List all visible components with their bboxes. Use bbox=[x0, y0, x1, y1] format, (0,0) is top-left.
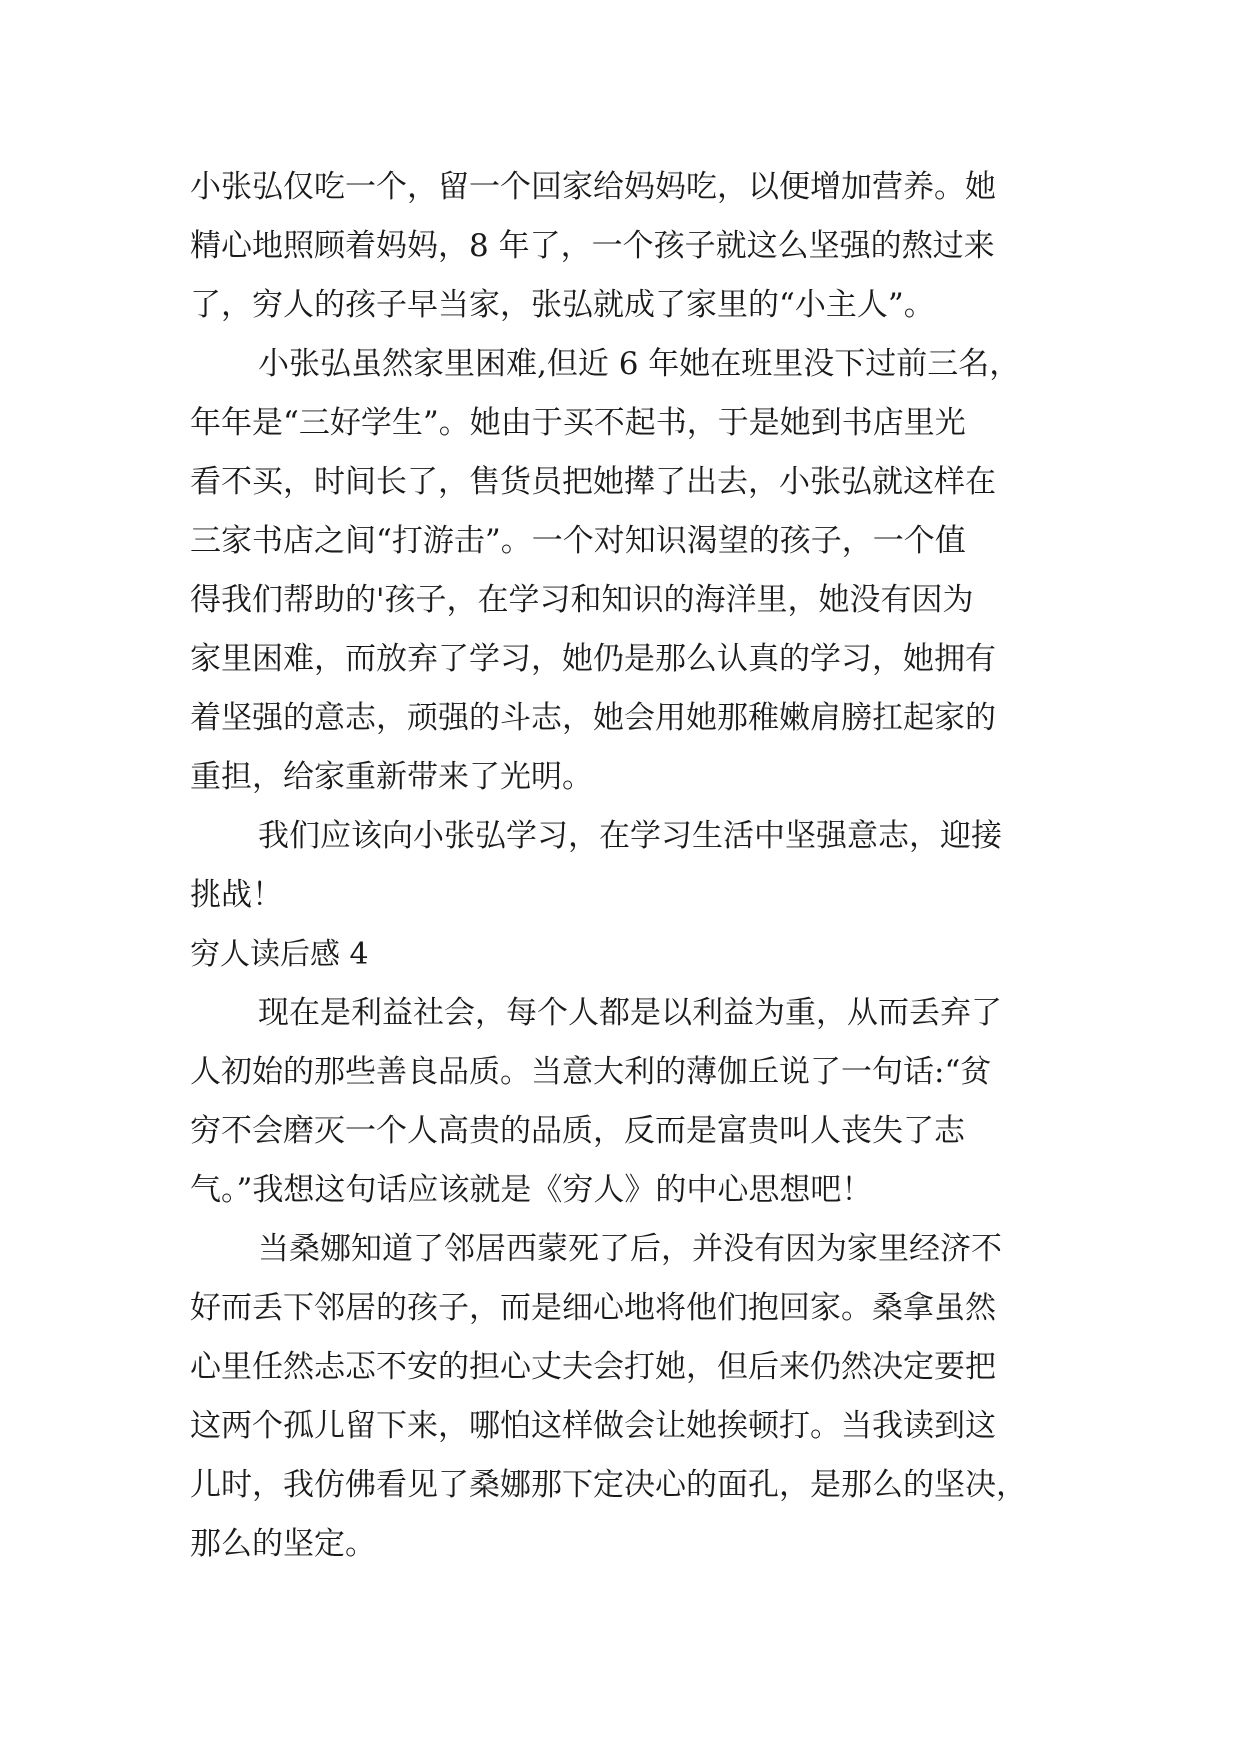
text-line: 这两个孤儿留下来，哪怕这样做会让她挨顿打。当我读到这 bbox=[190, 1408, 996, 1444]
text-line: 精心地照顾着妈妈，8 年了，一个孩子就这么坚强的熬过来 bbox=[190, 228, 995, 264]
text-line: 小张弘虽然家里困难,但近 6 年她在班里没下过前三名， bbox=[258, 346, 1021, 382]
text-line: 人初始的那些善良品质。当意大利的薄伽丘说了一句话:“贫 bbox=[190, 1054, 992, 1090]
text-line: 现在是利益社会，每个人都是以利益为重，从而丢弃了 bbox=[258, 995, 1002, 1031]
paragraph bbox=[190, 1220, 1060, 1574]
text-line: 儿时，我仿佛看见了桑娜那下定决心的面孔，是那么的坚决， bbox=[190, 1467, 1027, 1503]
text-line: 得我们帮助的'孩子，在学习和知识的海洋里，她没有因为 bbox=[190, 582, 974, 618]
section-heading bbox=[190, 925, 1060, 984]
text-line: 我们应该向小张弘学习，在学习生活中坚强意志，迎接 bbox=[258, 818, 1002, 854]
text-line: 小张弘仅吃一个，留一个回家给妈妈吃，以便增加营养。她 bbox=[190, 169, 996, 205]
text-line: 看不买，时间长了，售货员把她撵了出去，小张弘就这样在 bbox=[190, 464, 996, 500]
text-line: 了，穷人的孩子早当家，张弘就成了家里的“小主人”。 bbox=[190, 287, 935, 323]
text-line: 三家书店之间“打游击”。一个对知识渴望的孩子，一个值 bbox=[190, 523, 966, 559]
text-line: 当桑娜知道了邻居西蒙死了后，并没有因为家里经济不 bbox=[258, 1231, 1002, 1267]
paragraph bbox=[190, 984, 1060, 1220]
text-line: 好而丢下邻居的孩子，而是细心地将他们抱回家。桑拿虽然 bbox=[190, 1290, 996, 1326]
text-line: 重担，给家重新带来了光明。 bbox=[190, 759, 593, 795]
document-body bbox=[190, 158, 1060, 1574]
text-line: 气。”我想这句话应该就是《穷人》的中心思想吧！ bbox=[190, 1172, 873, 1208]
text-line: 穷不会磨灭一个人高贵的品质，反而是富贵叫人丧失了志 bbox=[190, 1113, 965, 1149]
heading-text: 穷人读后感 4 bbox=[190, 937, 369, 972]
text-line: 着坚强的意志，顽强的斗志，她会用她那稚嫩肩膀扛起家的 bbox=[190, 700, 996, 736]
text-line: 年年是“三好学生”。她由于买不起书，于是她到书店里光 bbox=[190, 405, 966, 441]
text-line: 挑战！ bbox=[190, 877, 283, 913]
paragraph bbox=[190, 158, 1060, 335]
text-line: 心里任然忐忑不安的担心丈夫会打她，但后来仍然决定要把 bbox=[190, 1349, 996, 1385]
text-line: 那么的坚定。 bbox=[190, 1526, 376, 1562]
text-line: 家里困难，而放弃了学习，她仍是那么认真的学习，她拥有 bbox=[190, 641, 996, 677]
paragraph bbox=[190, 335, 1060, 807]
paragraph bbox=[190, 807, 1060, 925]
